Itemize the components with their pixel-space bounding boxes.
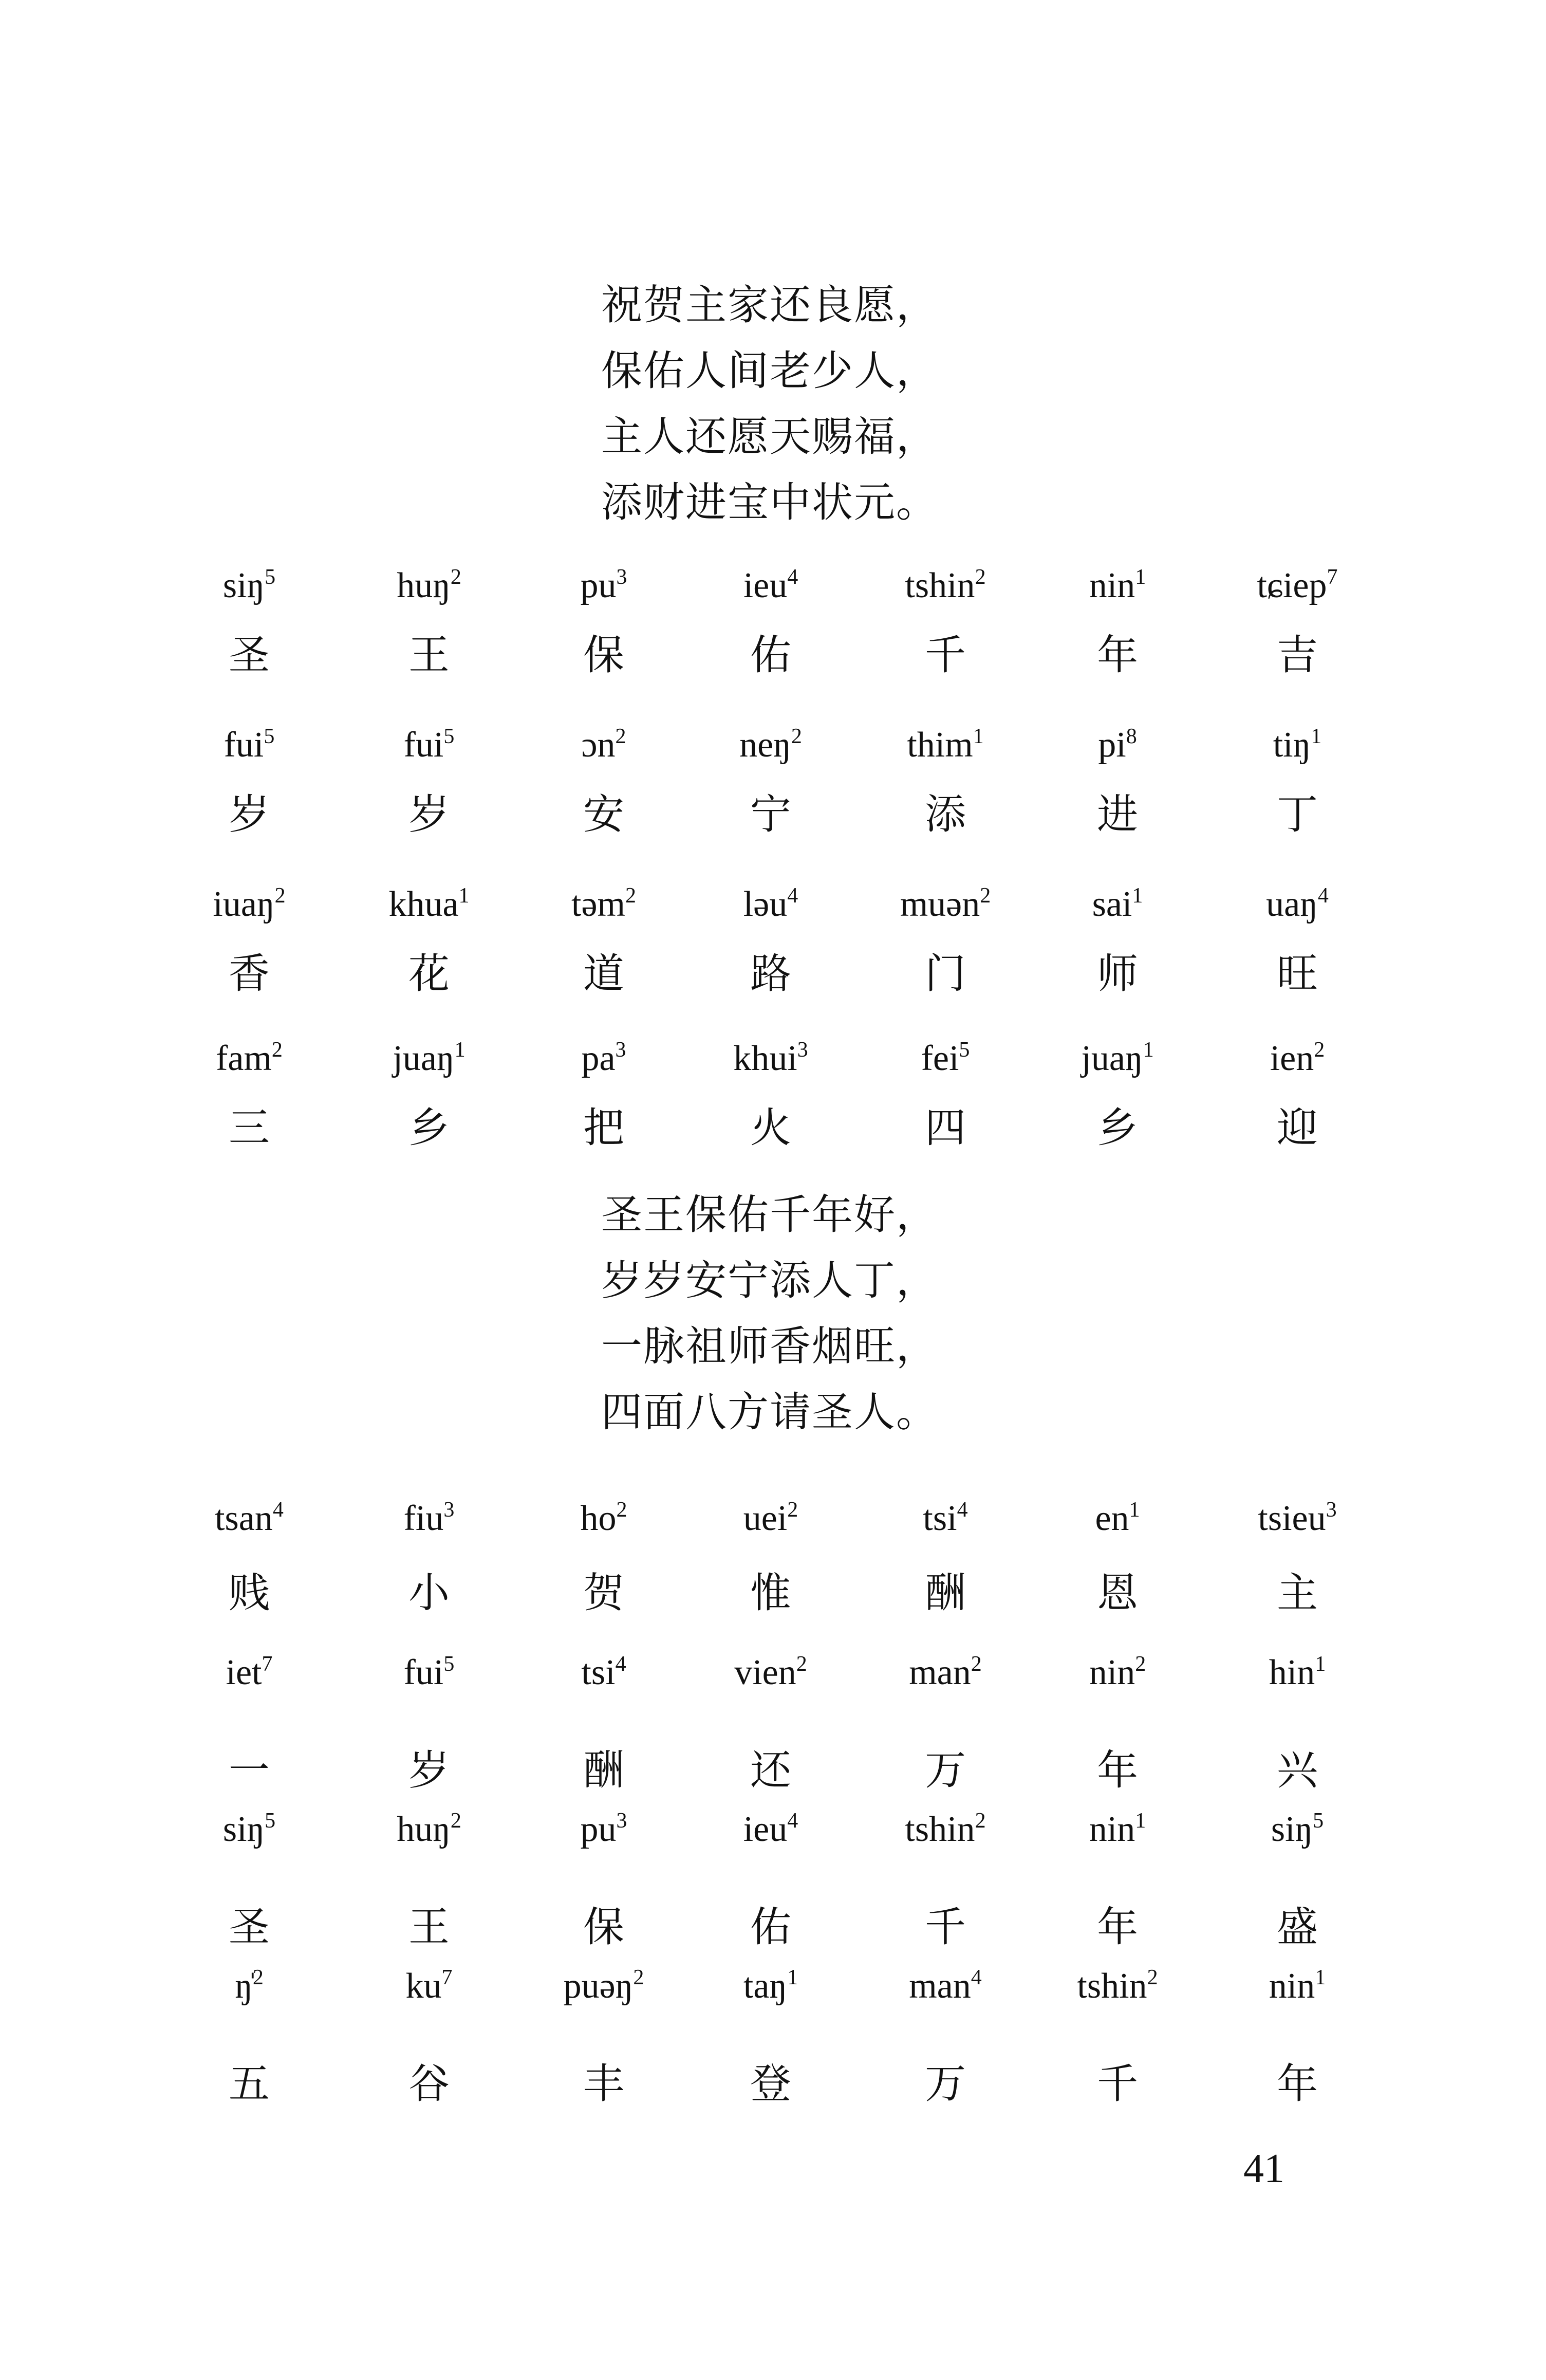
syllable-text: tsieu bbox=[1258, 1499, 1326, 1538]
syllable-text: ho bbox=[580, 1499, 617, 1538]
romanized-syllable bbox=[157, 1966, 342, 2007]
chinese-character: 添 bbox=[925, 790, 966, 838]
tone-number: 5 bbox=[264, 725, 275, 748]
tone-number: 5 bbox=[443, 725, 455, 748]
syllable-text: ieu bbox=[743, 566, 788, 605]
tone-number: 1 bbox=[973, 725, 984, 748]
romanized-syllable bbox=[511, 1038, 696, 1079]
romanized-syllable bbox=[1025, 565, 1210, 606]
syllable-text: puəŋ bbox=[563, 1966, 634, 2006]
romanized-syllable bbox=[337, 884, 521, 925]
syllable-text: tsi bbox=[581, 1653, 616, 1692]
tone-number: 2 bbox=[1147, 1966, 1158, 1989]
chinese-character: 年 bbox=[1277, 2060, 1318, 2108]
chinese-character: 酬 bbox=[583, 1746, 624, 1794]
verse-block-2 bbox=[601, 1182, 1320, 1445]
syllable-text: tsan bbox=[215, 1499, 273, 1538]
romanized-syllable bbox=[511, 1498, 696, 1539]
tone-number: 7 bbox=[262, 1652, 273, 1676]
syllable-text: sai bbox=[1092, 884, 1132, 924]
romanized-syllable bbox=[1025, 1809, 1210, 1850]
tone-number: 4 bbox=[787, 884, 798, 908]
romanized-syllable bbox=[511, 1966, 696, 2007]
tone-number: 1 bbox=[1135, 1809, 1146, 1833]
syllable-text: tsi bbox=[923, 1499, 957, 1538]
chinese-character: 四 bbox=[925, 1104, 966, 1152]
romanized-syllable bbox=[1025, 1498, 1210, 1539]
chinese-character: 吉 bbox=[1277, 631, 1318, 679]
tone-number: 5 bbox=[265, 1809, 276, 1833]
tone-number: 2 bbox=[1135, 1652, 1146, 1676]
chinese-character: 圣 bbox=[229, 1903, 270, 1951]
syllable-text: fiu bbox=[403, 1499, 444, 1538]
romanized-syllable bbox=[157, 565, 342, 606]
syllable-text: nin bbox=[1089, 566, 1135, 605]
verse-line: 添财进宝中状元。 bbox=[601, 478, 938, 526]
chinese-character: 王 bbox=[408, 1903, 450, 1951]
chinese-character: 宁 bbox=[750, 790, 791, 838]
chinese-character: 圣 bbox=[229, 631, 270, 679]
tone-number: 1 bbox=[454, 1038, 465, 1062]
chinese-character: 主 bbox=[1277, 1569, 1318, 1617]
tone-number: 1 bbox=[1311, 725, 1322, 748]
romanized-syllable bbox=[1205, 1652, 1390, 1693]
chinese-character: 岁 bbox=[408, 1746, 450, 1794]
syllable-text: siŋ bbox=[222, 566, 265, 605]
chinese-character: 兴 bbox=[1277, 1746, 1318, 1794]
chinese-character: 千 bbox=[1097, 2060, 1138, 2108]
tone-number: 2 bbox=[274, 884, 286, 908]
tone-number: 4 bbox=[787, 1809, 798, 1833]
tone-number: 2 bbox=[271, 1038, 283, 1062]
chinese-character: 丁 bbox=[1277, 790, 1318, 838]
romanized-syllable bbox=[853, 565, 1038, 606]
tone-number: 2 bbox=[1314, 1038, 1325, 1062]
syllable-text: fam bbox=[216, 1039, 272, 1078]
chinese-character: 恩 bbox=[1097, 1569, 1138, 1617]
chinese-character: 岁 bbox=[408, 790, 450, 838]
romanized-syllable bbox=[1025, 1038, 1210, 1079]
chinese-character: 谷 bbox=[408, 2060, 450, 2108]
syllable-text: pi bbox=[1098, 725, 1126, 765]
tone-number: 7 bbox=[1327, 565, 1338, 589]
syllable-text: siŋ bbox=[222, 1810, 265, 1849]
syllable-text: tshin bbox=[905, 1810, 975, 1849]
tone-number: 4 bbox=[787, 565, 798, 589]
chinese-character: 岁 bbox=[229, 790, 270, 838]
tone-number: 3 bbox=[616, 1809, 627, 1833]
chinese-character: 师 bbox=[1097, 950, 1138, 998]
romanized-syllable bbox=[511, 884, 696, 925]
syllable-text: ku bbox=[405, 1966, 442, 2006]
syllable-text: uaŋ bbox=[1266, 884, 1318, 924]
chinese-character: 佑 bbox=[750, 631, 791, 679]
syllable-text: nin bbox=[1269, 1966, 1315, 2006]
syllable-text: siŋ bbox=[1271, 1810, 1313, 1849]
tone-number: 4 bbox=[1317, 884, 1329, 908]
tone-number: 2 bbox=[615, 725, 626, 748]
syllable-text: uei bbox=[743, 1499, 788, 1538]
syllable-text: təm bbox=[571, 884, 625, 924]
tone-number: 2 bbox=[980, 884, 991, 908]
tone-number: 3 bbox=[615, 1038, 626, 1062]
tone-number: 1 bbox=[787, 1966, 798, 1989]
syllable-text: tiŋ bbox=[1273, 725, 1311, 765]
syllable-text: hin bbox=[1269, 1653, 1315, 1692]
tone-number: 4 bbox=[957, 1498, 968, 1522]
chinese-character: 贺 bbox=[583, 1569, 624, 1617]
romanized-syllable bbox=[1205, 884, 1390, 925]
tone-number: 2 bbox=[450, 565, 461, 589]
romanized-syllable bbox=[157, 1809, 342, 1850]
romanized-syllable bbox=[337, 1809, 521, 1850]
tone-number: 1 bbox=[1129, 1498, 1140, 1522]
tone-number: 2 bbox=[787, 1498, 798, 1522]
syllable-text: ɔn bbox=[581, 725, 616, 765]
syllable-text: fui bbox=[403, 725, 444, 765]
syllable-text: nin bbox=[1089, 1653, 1135, 1692]
chinese-character: 一 bbox=[229, 1746, 270, 1794]
chinese-character: 把 bbox=[583, 1104, 624, 1152]
chinese-character: 进 bbox=[1097, 790, 1138, 838]
romanized-syllable bbox=[678, 1498, 863, 1539]
chinese-character: 惟 bbox=[750, 1569, 791, 1617]
chinese-character: 花 bbox=[408, 950, 450, 998]
syllable-text: fui bbox=[223, 725, 264, 765]
verse-line: 圣王保佑千年好， bbox=[601, 1191, 938, 1239]
syllable-text: huŋ bbox=[397, 566, 451, 605]
tone-number: 1 bbox=[1315, 1652, 1326, 1676]
chinese-character: 贱 bbox=[229, 1569, 270, 1617]
romanized-syllable bbox=[1025, 1652, 1210, 1693]
tone-number: 1 bbox=[1135, 565, 1146, 589]
syllable-text: nin bbox=[1089, 1810, 1135, 1849]
romanized-syllable bbox=[1025, 884, 1210, 925]
romanized-syllable bbox=[853, 1498, 1038, 1539]
romanized-syllable bbox=[157, 1498, 342, 1539]
romanized-syllable bbox=[678, 884, 863, 925]
romanized-syllable bbox=[853, 1809, 1038, 1850]
syllable-text: ləu bbox=[743, 884, 788, 924]
romanized-syllable bbox=[853, 1038, 1038, 1079]
chinese-character: 万 bbox=[925, 1746, 966, 1794]
tone-number: 3 bbox=[797, 1038, 808, 1062]
tone-number: 2 bbox=[791, 725, 802, 748]
verse-line: 保佑人间老少人， bbox=[601, 347, 938, 395]
syllable-text: huŋ bbox=[397, 1810, 451, 1849]
syllable-text: taŋ bbox=[743, 1966, 788, 2006]
chinese-character: 乡 bbox=[1097, 1104, 1138, 1152]
tone-number: 2 bbox=[796, 1652, 807, 1676]
syllable-text: tshin bbox=[1077, 1966, 1147, 2006]
tone-number: 2 bbox=[252, 1966, 264, 1989]
syllable-text: juaŋ bbox=[393, 1039, 455, 1078]
chinese-character: 保 bbox=[583, 1903, 624, 1951]
verse-line: 祝贺主家还良愿， bbox=[601, 281, 938, 329]
syllable-text: ieu bbox=[743, 1810, 788, 1849]
chinese-character: 盛 bbox=[1277, 1903, 1318, 1951]
chinese-character: 千 bbox=[925, 1903, 966, 1951]
syllable-text: juaŋ bbox=[1081, 1039, 1143, 1078]
chinese-character: 登 bbox=[750, 2060, 791, 2108]
romanized-syllable bbox=[678, 565, 863, 606]
romanized-syllable bbox=[337, 565, 521, 606]
chinese-character: 迎 bbox=[1277, 1104, 1318, 1152]
syllable-text: man bbox=[909, 1966, 971, 2006]
romanized-syllable bbox=[1205, 725, 1390, 766]
syllable-text: pa bbox=[581, 1039, 616, 1078]
chinese-character: 酬 bbox=[925, 1569, 966, 1617]
syllable-text: fei bbox=[921, 1039, 959, 1078]
chinese-character: 丰 bbox=[583, 2060, 624, 2108]
tone-number: 5 bbox=[959, 1038, 970, 1062]
tone-number: 4 bbox=[272, 1498, 284, 1522]
syllable-text: tshin bbox=[905, 566, 975, 605]
tone-number: 2 bbox=[616, 1498, 627, 1522]
tone-number: 2 bbox=[633, 1966, 644, 1989]
romanized-syllable bbox=[511, 725, 696, 766]
verse-line: 四面八方请圣人。 bbox=[601, 1388, 938, 1436]
romanized-syllable bbox=[1205, 1809, 1390, 1850]
syllable-text: pu bbox=[580, 566, 617, 605]
verse-block-1 bbox=[601, 272, 1320, 536]
tone-number: 4 bbox=[971, 1966, 982, 1989]
chinese-character: 万 bbox=[925, 2060, 966, 2108]
tone-number: 4 bbox=[615, 1652, 626, 1676]
chinese-character: 道 bbox=[583, 950, 624, 998]
romanized-syllable bbox=[678, 725, 863, 766]
verse-line: 岁岁安宁添人丁， bbox=[601, 1257, 938, 1304]
romanized-syllable bbox=[678, 1966, 863, 2007]
romanized-syllable bbox=[1025, 725, 1210, 766]
syllable-text: man bbox=[909, 1653, 971, 1692]
verse-line: 一脉祖师香烟旺， bbox=[601, 1322, 938, 1370]
romanized-syllable bbox=[853, 884, 1038, 925]
syllable-text: iet bbox=[226, 1653, 262, 1692]
romanized-syllable bbox=[337, 1652, 521, 1693]
syllable-text: thim bbox=[907, 725, 973, 765]
syllable-text: iuaŋ bbox=[213, 884, 275, 924]
syllable-text: khui bbox=[733, 1039, 797, 1078]
syllable-text: pu bbox=[580, 1810, 617, 1849]
chinese-character: 门 bbox=[925, 950, 966, 998]
syllable-text: tɕiep bbox=[1257, 566, 1327, 605]
chinese-character: 路 bbox=[750, 950, 791, 998]
romanized-syllable bbox=[337, 725, 521, 766]
page-number: 41 bbox=[1243, 2146, 1284, 2191]
romanized-syllable bbox=[1205, 1966, 1390, 2007]
syllable-text: muən bbox=[900, 884, 980, 924]
tone-number: 7 bbox=[441, 1966, 453, 1989]
syllable-text: ien bbox=[1270, 1039, 1314, 1078]
chinese-character: 年 bbox=[1097, 1903, 1138, 1951]
romanized-syllable bbox=[678, 1038, 863, 1079]
chinese-character: 千 bbox=[925, 631, 966, 679]
tone-number: 1 bbox=[1143, 1038, 1154, 1062]
syllable-text: fui bbox=[403, 1653, 444, 1692]
chinese-character: 旺 bbox=[1277, 950, 1318, 998]
syllable-text: neŋ bbox=[739, 725, 791, 765]
chinese-character: 三 bbox=[229, 1104, 270, 1152]
tone-number: 2 bbox=[450, 1809, 461, 1833]
syllable-text: ŋ̍ bbox=[235, 1966, 253, 2006]
chinese-character: 小 bbox=[408, 1569, 450, 1617]
romanized-syllable bbox=[157, 1038, 342, 1079]
chinese-character: 保 bbox=[583, 631, 624, 679]
romanized-syllable bbox=[157, 1652, 342, 1693]
tone-number: 3 bbox=[616, 565, 627, 589]
tone-number: 5 bbox=[443, 1652, 455, 1676]
chinese-character: 年 bbox=[1097, 631, 1138, 679]
romanized-syllable bbox=[157, 884, 342, 925]
romanized-syllable bbox=[1205, 1038, 1390, 1079]
romanized-syllable bbox=[853, 725, 1038, 766]
syllable-text: vien bbox=[734, 1653, 796, 1692]
tone-number: 3 bbox=[1326, 1498, 1337, 1522]
chinese-character: 还 bbox=[750, 1746, 791, 1794]
tone-number: 1 bbox=[1132, 884, 1143, 908]
chinese-character: 火 bbox=[750, 1104, 791, 1152]
tone-number: 8 bbox=[1126, 725, 1137, 748]
romanized-syllable bbox=[511, 1652, 696, 1693]
syllable-text: khua bbox=[388, 884, 459, 924]
romanized-syllable bbox=[1025, 1966, 1210, 2007]
romanized-syllable bbox=[678, 1652, 863, 1693]
romanized-syllable bbox=[678, 1809, 863, 1850]
romanized-syllable bbox=[1205, 1498, 1390, 1539]
romanized-syllable bbox=[157, 725, 342, 766]
chinese-character: 王 bbox=[408, 631, 450, 679]
chinese-character: 佑 bbox=[750, 1903, 791, 1951]
tone-number: 3 bbox=[443, 1498, 455, 1522]
tone-number: 5 bbox=[265, 565, 276, 589]
tone-number: 1 bbox=[458, 884, 470, 908]
romanized-syllable bbox=[511, 1809, 696, 1850]
tone-number: 2 bbox=[975, 565, 986, 589]
tone-number: 1 bbox=[1315, 1966, 1326, 1989]
romanized-syllable bbox=[337, 1498, 521, 1539]
romanized-syllable bbox=[853, 1652, 1038, 1693]
romanized-syllable bbox=[337, 1966, 521, 2007]
tone-number: 5 bbox=[1313, 1809, 1324, 1833]
chinese-character: 香 bbox=[229, 950, 270, 998]
syllable-text: en bbox=[1095, 1499, 1129, 1538]
tone-number: 2 bbox=[625, 884, 636, 908]
chinese-character: 五 bbox=[229, 2060, 270, 2108]
tone-number: 2 bbox=[975, 1809, 986, 1833]
verse-line: 主人还愿天赐福， bbox=[601, 413, 938, 460]
chinese-character: 安 bbox=[583, 790, 624, 838]
chinese-character: 乡 bbox=[408, 1104, 450, 1152]
chinese-character: 年 bbox=[1097, 1746, 1138, 1794]
romanized-syllable bbox=[337, 1038, 521, 1079]
romanized-syllable bbox=[1205, 565, 1390, 606]
tone-number: 2 bbox=[971, 1652, 982, 1676]
romanized-syllable bbox=[511, 565, 696, 606]
romanized-syllable bbox=[853, 1966, 1038, 2007]
